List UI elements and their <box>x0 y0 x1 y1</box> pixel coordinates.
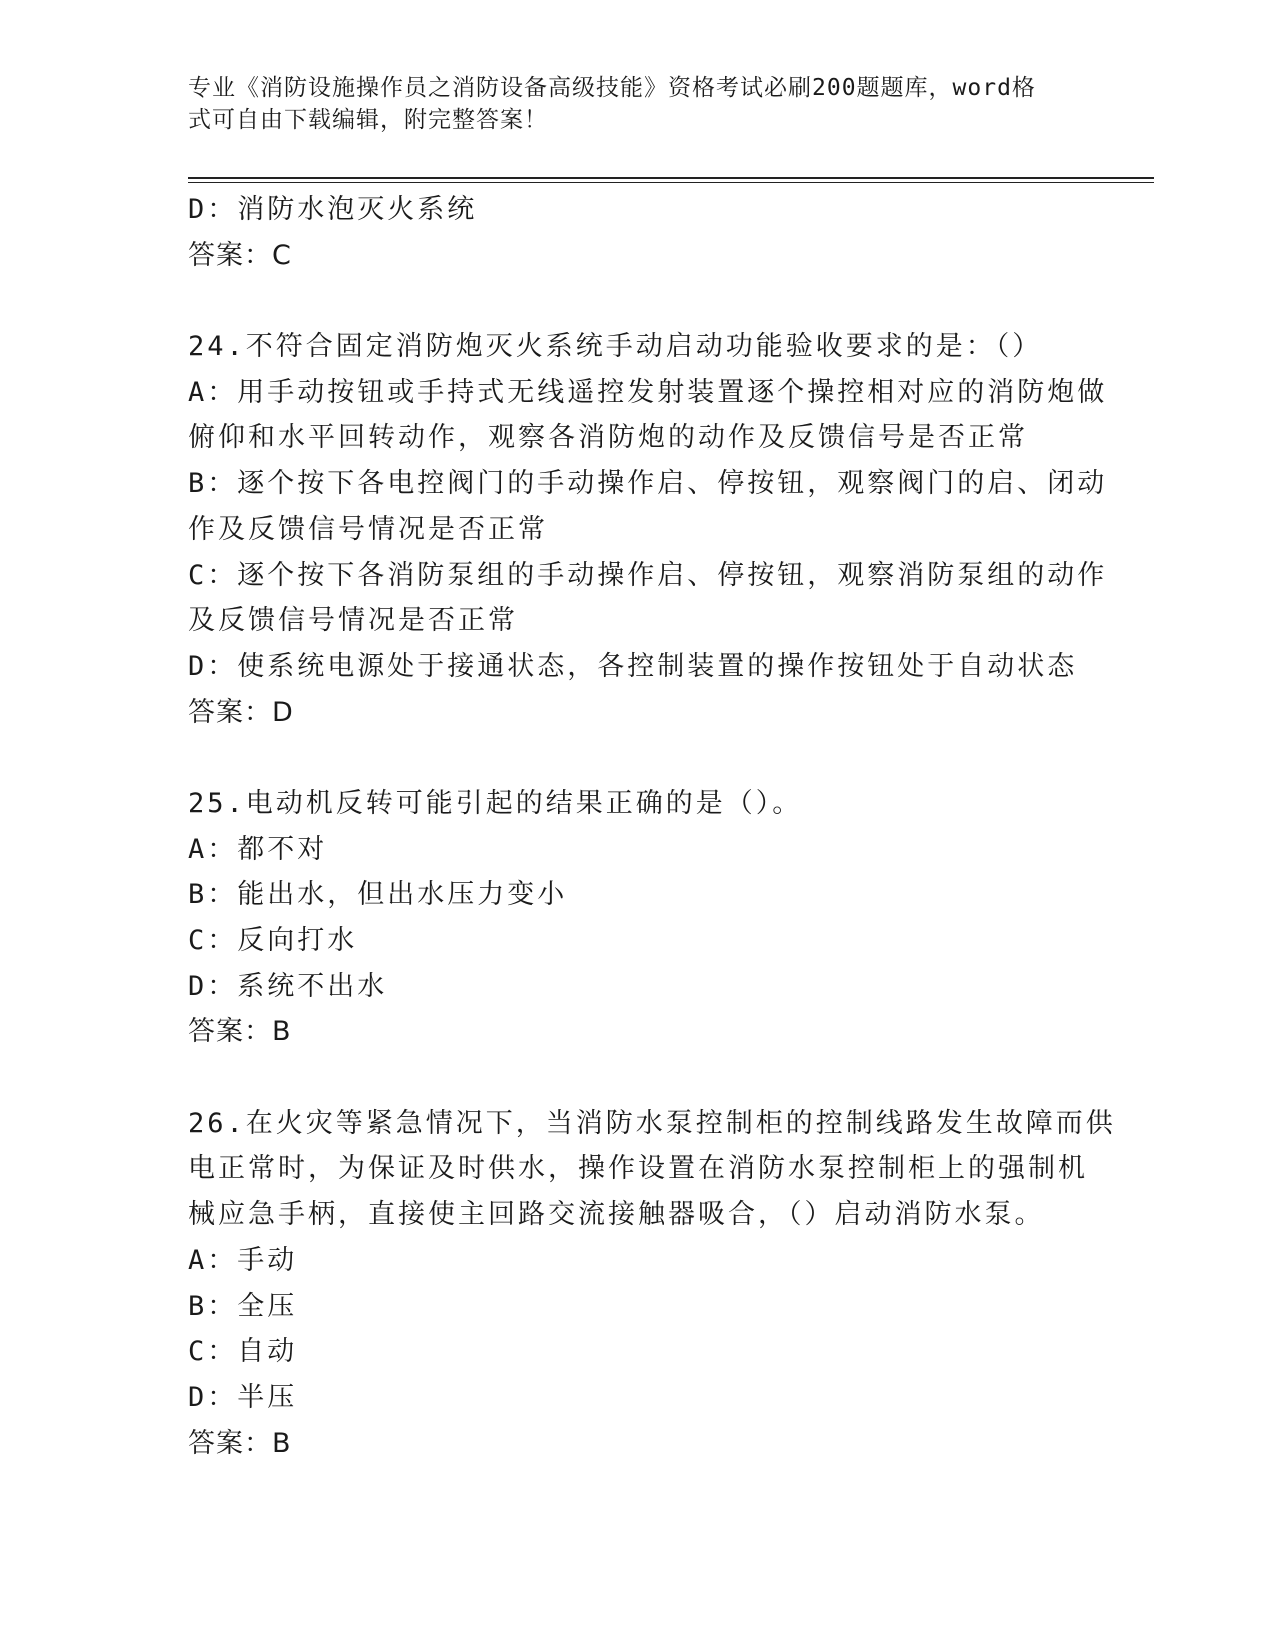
question-list <box>188 187 1116 1466</box>
question-stem: 25.电动机反转可能引起的结果正确的是（）。 <box>188 787 803 819</box>
question-stem-line: 电正常时，为保证及时供水，操作设置在消防水泵控制柜上的强制机 <box>188 1153 1088 1185</box>
option-text-line: 及反馈信号情况是否正常 <box>188 605 518 637</box>
answer: 答案：D <box>188 696 294 728</box>
option-text-line: 作及反馈信号情况是否正常 <box>188 513 548 545</box>
option-b <box>188 461 1108 552</box>
option-a: A：手动 <box>188 1244 298 1276</box>
option-text-line: 俯仰和水平回转动作，观察各消防炮的动作及反馈信号是否正常 <box>188 422 1028 454</box>
option-b: B：能出水，但出水压力变小 <box>188 879 568 911</box>
option-text-line: C：逐个按下各消防泵组的手动操作启、停按钮，观察消防泵组的动作 <box>188 559 1108 591</box>
option-text-line: A：用手动按钮或手持式无线遥控发射装置逐个操控相对应的消防炮做 <box>188 376 1108 408</box>
option-c: C：自动 <box>188 1336 298 1368</box>
option-d: D：半压 <box>188 1381 298 1413</box>
question-26 <box>188 1101 1116 1467</box>
question-25 <box>188 781 1088 1055</box>
header-divider-thick <box>188 177 1154 179</box>
spacer <box>188 278 1088 324</box>
header-line-2: 式可自由下载编辑，附完整答案！ <box>188 107 548 133</box>
answer: 答案：B <box>188 1016 292 1048</box>
answer: 答案：B <box>188 1427 292 1459</box>
option-a: A：都不对 <box>188 833 328 865</box>
option-d: D：消防水泡灭火系统 <box>188 194 478 225</box>
spacer <box>188 1055 1088 1101</box>
option-d: D：系统不出水 <box>188 970 388 1002</box>
answer: 答案：C <box>188 239 292 271</box>
question-stem: 24.不符合固定消防炮灭火系统手动启动功能验收要求的是：（） <box>188 331 1043 363</box>
header-divider-thin <box>188 182 1154 183</box>
option-c <box>188 553 1108 644</box>
question-stem-line: 械应急手柄，直接使主回路交流接触器吸合，（）启动消防水泵。 <box>188 1199 1045 1231</box>
option-c: C：反向打水 <box>188 925 358 956</box>
option-d <box>188 644 1088 690</box>
document-header <box>188 72 1068 136</box>
spacer <box>188 735 1088 781</box>
option-text-line: D：使系统电源处于接通状态，各控制装置的操作按钮处于自动状态 <box>188 650 1078 682</box>
option-text-line: B：逐个按下各电控阀门的手动操作启、停按钮，观察阀门的启、闭动 <box>188 468 1108 500</box>
question-24 <box>188 324 1108 735</box>
option-b: B：全压 <box>188 1290 298 1322</box>
question-stem-line: 26.在火灾等紧急情况下，当消防水泵控制柜的控制线路发生故障而供 <box>188 1107 1116 1139</box>
option-a <box>188 370 1108 461</box>
header-line-1: 专业《消防设施操作员之消防设备高级技能》资格考试必刷200题题库，word格 <box>188 75 1036 101</box>
